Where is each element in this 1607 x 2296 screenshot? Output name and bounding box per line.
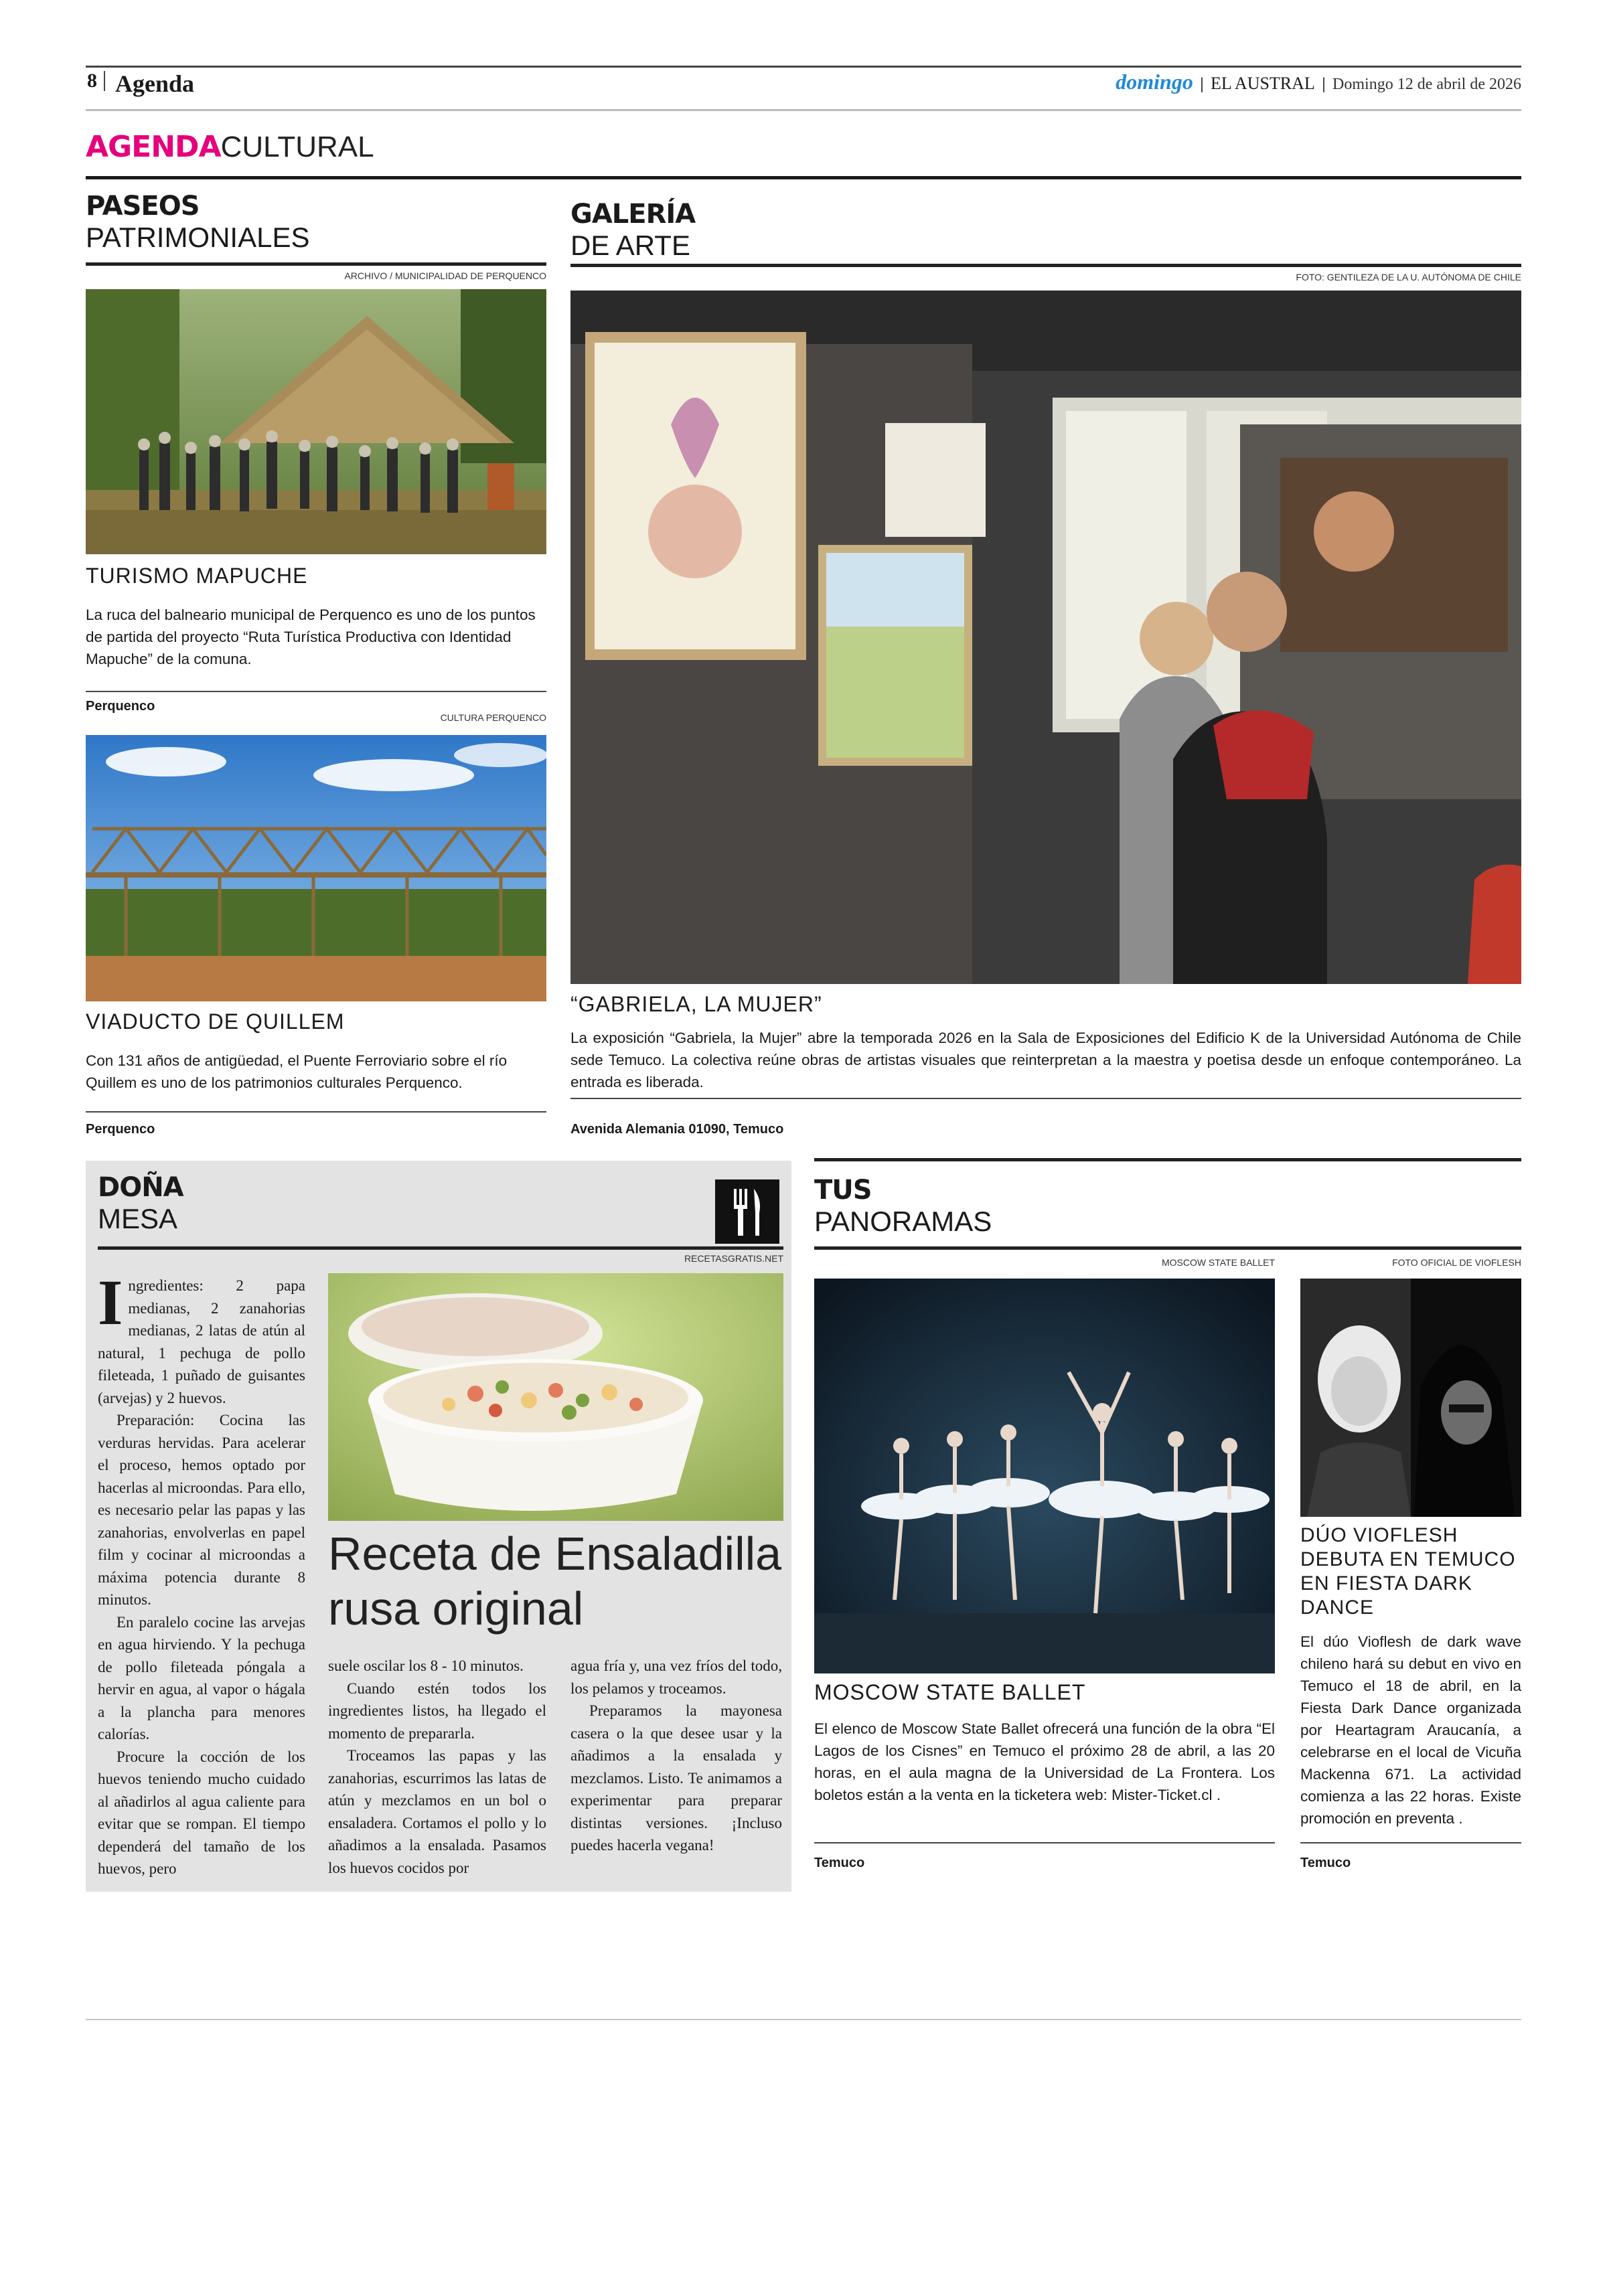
vioflesh-photo xyxy=(1300,1279,1521,1517)
galeria-location: Avenida Alemania 01090, Temuco xyxy=(570,1122,784,1137)
recipe-column-1: Ingredientes: 2 papa medianas, 2 zanahorias medianas, 2 latas de atún al natural, 1 pechuga de pollo fileteada, 1 puñado de guisantes (arvejas) y 2 huevos. Preparación: Cocina las verduras hervidas. Para acelerar el proceso, hemos optado por hacerlas al microondas. Para ello, es necesario pelar las papas y las zanahorias, envolverlas en papel film y cocinar al microondas a máxima potencia durante 8 minutos. En paralelo cocine las arvejas en agua hirviendo. Y la pechuga de pollo fileteada póngala a hervir en agua, al vapor o hágala a la plancha para menores calorías. Procure la cocción de los huevos teniendo mucho cuidado al añadirlos al agua caliente para evitar que se rompan. El tiempo dependerá del tamaño de los huevos, pero xyxy=(98,1266,305,1877)
panoramas-item1-location: Temuco xyxy=(814,1856,865,1870)
ruca-mapuche-photo xyxy=(86,289,546,554)
paper-name: EL AUSTRAL xyxy=(1211,74,1315,93)
dona-mesa-credit: RECETASGRATIS.NET xyxy=(684,1253,783,1264)
galeria-title-bold: GALERÍA xyxy=(570,199,696,230)
panoramas-credit-2: FOTO OFICIAL DE VIOFLESH xyxy=(1392,1257,1521,1268)
panoramas-item2-text: El dúo Vioflesh de dark wave chileno hará su debut en vivo en Temuco el 18 de abril, en la Fiesta Dark Dance organizada por Heartagram Araucanía, a celebrarse en el local de Vicuña Mackenna 671. La actividad comienza a las 22 horas. Existe promoción en preventa . xyxy=(1300,1633,1521,1827)
gallery-exhibition-photo xyxy=(570,291,1521,984)
paseos-title-bold: PASEOS xyxy=(86,191,200,222)
brand-logo: domingo xyxy=(1116,70,1193,94)
paseos-photo1-credit: ARCHIVO / MUNICIPALIDAD DE PERQUENCO xyxy=(344,270,546,281)
dona-mesa-title-light: MESA xyxy=(98,1203,178,1234)
recipe-headline: Receta de Ensaladilla rusa original xyxy=(328,1528,782,1635)
masthead: domingo | EL AUSTRAL | Domingo 12 de abril de 2026 xyxy=(1116,70,1521,94)
recipe-column-2: suele oscilar los 8 - 10 minutos. Cuando estén todos los ingredientes listos, ha llegado el momento de prepararla. Troceamos las papas y las zanahorias, escurrimos las latas de atún y mezclamos en un bol o ensaladera. Cortamos el pollo y lo añadimos a la ensalada. Pasamos los huevos cocidos por xyxy=(328,1657,546,1876)
recipe-column-3: agua fría y, una vez fríos del todo, los pelamos y troceamos. Preparamos la mayonesa casera o la que desee usar y la añadimos a la ensalada y mezclamos. Listo. Te animamos a experimentar para preparar distintas versiones. ¡Incluso puedes hacerla vegana! xyxy=(570,1657,782,1854)
dona-mesa-title-bold: DOÑA xyxy=(98,1172,183,1203)
panoramas-item2-location: Temuco xyxy=(1300,1856,1351,1870)
viaducto-photo xyxy=(86,735,546,1001)
paseos-item1-location: Perquenco xyxy=(86,699,155,714)
galeria-caption-title: “GABRIELA, LA MUJER” xyxy=(570,992,822,1016)
agenda-cultural-title xyxy=(86,131,374,163)
panoramas-credit-1: MOSCOW STATE BALLET xyxy=(1161,1257,1275,1268)
panoramas-item2-title: DÚO VIOFLESH DEBUTA EN TEMUCO EN FIESTA DARK DANCE xyxy=(1300,1524,1516,1619)
paseos-photo2-credit: CULTURA PERQUENCO xyxy=(440,712,546,723)
ballet-photo xyxy=(814,1279,1275,1673)
dropcap: I xyxy=(98,1266,123,1338)
fork-knife-icon xyxy=(715,1179,779,1244)
paseos-item2-title: VIADUCTO DE QUILLEM xyxy=(86,1009,345,1034)
page-number: 8 xyxy=(87,70,97,92)
paseos-title-light: PATRIMONIALES xyxy=(86,222,310,253)
section-name: Agenda xyxy=(115,70,195,97)
ensaladilla-photo xyxy=(328,1273,783,1521)
panoramas-item1-text: El elenco de Moscow State Ballet ofrecerá una función de la obra “El Lagos de los Cisnes” en Temuco el próximo 28 de abril, a las 20 horas, en el aula magna de la Universidad de La Frontera. Los boletos están a la venta en la ticketera web: Mister-Ticket.cl . xyxy=(814,1720,1275,1803)
galeria-text: La exposición “Gabriela, la Mujer” abre la temporada 2026 en la Sala de Exposiciones del Edificio K de la Universidad Autónoma de Chile sede Temuco. La colectiva reúne obras de artistas visuales que reinterpretan a la maestra y poetisa desde un enfoque contemporáneo. La entrada es liberada. xyxy=(570,1030,1521,1090)
agenda-title-light: CULTURAL xyxy=(220,131,374,163)
galeria-credit: FOTO: GENTILEZA DE LA U. AUTÓNOMA DE CHILE xyxy=(1296,272,1521,282)
panoramas-title-light: PANORAMAS xyxy=(814,1206,992,1237)
panoramas-item1-title: MOSCOW STATE BALLET xyxy=(814,1680,1086,1704)
paseos-item2-location: Perquenco xyxy=(86,1122,155,1137)
paseos-item1-text: La ruca del balneario municipal de Perquenco es uno de los puntos de partida del proyecto “Ruta Turística Productiva con Identidad Mapuche” de la comuna. xyxy=(86,606,536,667)
paseos-item2-text: Con 131 años de antigüedad, el Puente Ferroviario sobre el río Quillem es uno de los patrimonios culturales Perquenco. xyxy=(86,1052,508,1091)
galeria-title-light: DE ARTE xyxy=(570,230,690,261)
header-date: Domingo 12 de abril de 2026 xyxy=(1332,76,1521,93)
agenda-title-bold: AGENDA xyxy=(86,130,221,164)
paseos-item1-title: TURISMO MAPUCHE xyxy=(86,564,308,588)
panoramas-title-bold: TUS xyxy=(814,1175,872,1206)
